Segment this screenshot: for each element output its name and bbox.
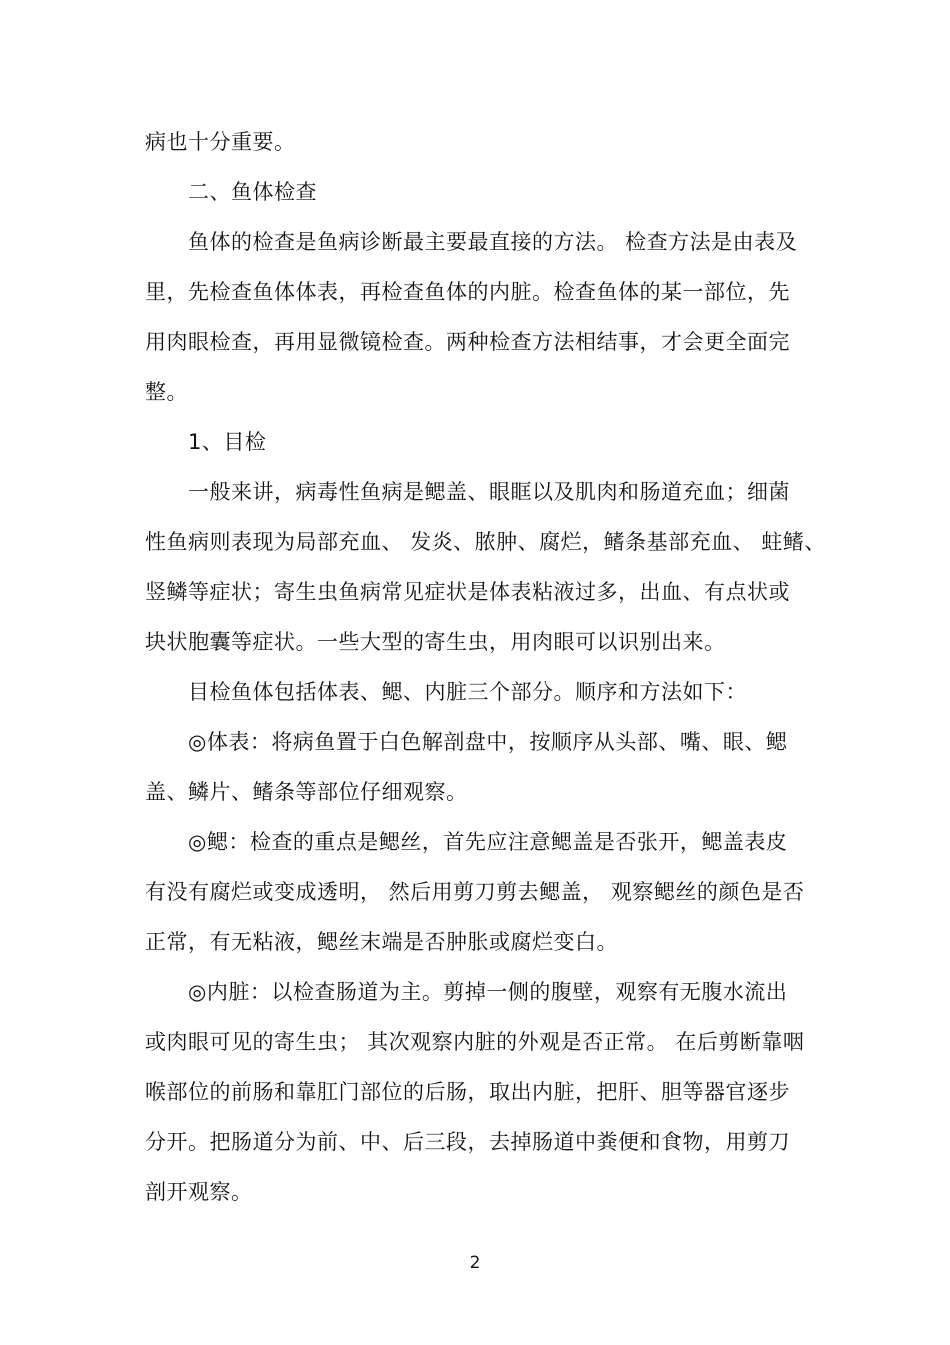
text-line: 剖开观察。 [145,1180,253,1204]
text-line: 用肉眼检查，再用显微镜检查。两种检查方法相结事，才会更全面完 [145,330,790,354]
text-line: 盖、鳞片、鳍条等部位仔细观察。 [145,780,468,804]
text-line: 鱼体的检查是鱼病诊断最主要最直接的方法。 检查方法是由表及 [188,230,798,254]
text-line: 竖鳞等症状；寄生虫鱼病常见症状是体表粘液过多，出血、有点状或 [145,580,790,604]
text-line: ◎内脏：以检查肠道为主。剪掉一侧的腹壁，观察有无腹水流出 [188,980,788,1004]
text-line: 分开。把肠道分为前、中、后三段，去掉肠道中粪便和食物，用剪刀 [145,1130,790,1154]
text-line: 或肉眼可见的寄生虫； 其次观察内脏的外观是否正常。 在后剪断靠咽 [145,1030,805,1054]
text-line: 有没有腐烂或变成透明， 然后用剪刀剪去鳃盖， 观察鳃丝的颜色是否 [145,880,805,904]
text-line: 一般来讲，病毒性鱼病是鳃盖、眼眶以及肌肉和肠道充血；细菌 [188,480,790,504]
text-line: 喉部位的前肠和靠肛门部位的后肠，取出内脏，把肝、胆等器官逐步 [145,1080,790,1104]
text-line: 性鱼病则表现为局部充血、 发炎、脓肿、腐烂，鳍条基部充血、 蛀鳍、 [145,530,826,554]
text-line: 整。 [145,380,188,404]
text-line: ◎体表：将病鱼置于白色解剖盘中，按顺序从头部、嘴、眼、鳃 [188,730,788,754]
text-line: 里，先检查鱼体体表，再检查鱼体的内脏。检查鱼体的某一部位，先 [145,280,790,304]
text-line: 病也十分重要。 [145,130,296,154]
text-line: 块状胞囊等症状。一些大型的寄生虫，用肉眼可以识别出来。 [145,630,726,654]
section-heading: 二、鱼体检查 [188,180,317,204]
text-line: ◎鳃：检查的重点是鳃丝，首先应注意鳃盖是否张开，鳃盖表皮 [188,830,788,854]
subsection-heading: 1、目检 [188,430,267,454]
page-number: 2 [469,1253,481,1273]
text-line: 正常，有无粘液，鳃丝末端是否肿胀或腐烂变白。 [145,930,618,954]
text-line: 目检鱼体包括体表、鳃、内脏三个部分。顺序和方法如下： [188,680,747,704]
